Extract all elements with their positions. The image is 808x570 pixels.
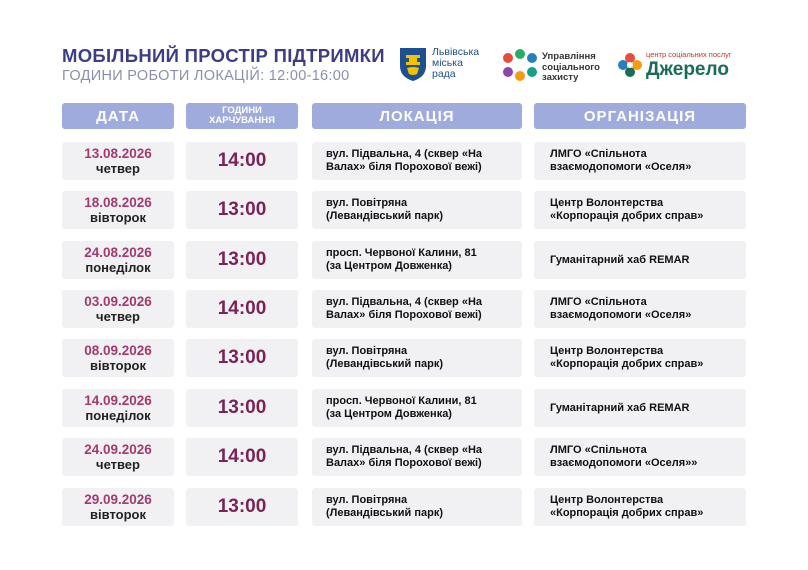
organization-cell: Центр Волонтерства «Корпорація добрих справ»: [534, 488, 746, 526]
location-cell: вул. Повітряна (Левандівський парк): [312, 339, 522, 377]
social-protection-logo-text: Управління соціального захисту: [542, 51, 600, 83]
organization-cell: ЛМГО «Спільнота взаємодопомоги «Оселя»»: [534, 438, 746, 476]
column-header-organization: ОРГАНІЗАЦІЯ: [534, 103, 746, 129]
organization-cell: Центр Волонтерства «Корпорація добрих справ»: [534, 191, 746, 229]
column-header-location: ЛОКАЦІЯ: [312, 103, 522, 129]
date-cell: [62, 191, 174, 229]
weekday-text: четвер: [96, 309, 140, 324]
organization-cell: Центр Волонтерства «Корпорація добрих справ»: [534, 339, 746, 377]
date-cell: [62, 241, 174, 279]
date-text: 03.09.2026: [84, 294, 152, 309]
meal-time-cell: 13:00: [186, 191, 298, 229]
page-title: МОБІЛЬНИЙ ПРОСТІР ПІДТРИМКИ: [62, 45, 385, 66]
location-cell: вул. Підвальна, 4 (сквер «На Валах» біля Порохової вежі): [312, 290, 522, 328]
weekday-text: вівторок: [90, 358, 146, 373]
weekday-text: четвер: [96, 161, 140, 176]
weekday-text: вівторок: [90, 210, 146, 225]
date-text: 18.08.2026: [84, 195, 152, 210]
lviv-council-logo-text: Львівська міська рада: [432, 46, 480, 80]
date-cell: [62, 290, 174, 328]
date-cell: [62, 339, 174, 377]
date-text: 29.09.2026: [84, 492, 152, 507]
location-cell: просп. Червоної Калини, 81 (за Центром Довженка): [312, 389, 522, 427]
social-protection-logo-icon: [500, 48, 540, 84]
location-cell: вул. Повітряна (Левандівський парк): [312, 488, 522, 526]
weekday-text: четвер: [96, 457, 140, 472]
weekday-text: понеділок: [85, 260, 151, 275]
location-cell: вул. Підвальна, 4 (сквер «На Валах» біля Порохової вежі): [312, 438, 522, 476]
meal-time-cell: 13:00: [186, 339, 298, 377]
lviv-coat-of-arms-icon: [398, 46, 428, 82]
location-cell: просп. Червоної Калини, 81 (за Центром Довженка): [312, 241, 522, 279]
organization-cell: Гуманітарний хаб REMAR: [534, 389, 746, 427]
date-cell: [62, 389, 174, 427]
date-text: 13.08.2026: [84, 146, 152, 161]
organization-cell: Гуманітарний хаб REMAR: [534, 241, 746, 279]
date-text: 14.09.2026: [84, 393, 152, 408]
organization-cell: ЛМГО «Спільнота взаємодопомоги «Оселя»: [534, 290, 746, 328]
meal-time-cell: 13:00: [186, 241, 298, 279]
page-subtitle: ГОДИНИ РОБОТИ ЛОКАЦІЙ: 12:00-16:00: [62, 68, 350, 84]
organization-cell: ЛМГО «Спільнота взаємодопомоги «Оселя»: [534, 142, 746, 180]
meal-time-cell: 13:00: [186, 389, 298, 427]
date-text: 24.09.2026: [84, 442, 152, 457]
location-cell: вул. Повітряна (Левандівський парк): [312, 191, 522, 229]
dzherelo-flower-icon: [617, 52, 643, 78]
date-cell: [62, 142, 174, 180]
date-cell: [62, 488, 174, 526]
dzherelo-logo-caption: центр соціальних послуг: [646, 50, 732, 59]
column-header-date: ДАТА: [62, 103, 174, 129]
date-text: 24.08.2026: [84, 245, 152, 260]
date-text: 08.09.2026: [84, 343, 152, 358]
weekday-text: понеділок: [85, 408, 151, 423]
meal-time-cell: 13:00: [186, 488, 298, 526]
dzherelo-logo-title: Джерело: [646, 59, 729, 80]
weekday-text: вівторок: [90, 507, 146, 522]
column-header-meal-hours: ГОДИНИ ХАРЧУВАННЯ: [186, 103, 298, 129]
meal-time-cell: 14:00: [186, 142, 298, 180]
meal-time-cell: 14:00: [186, 438, 298, 476]
meal-time-cell: 14:00: [186, 290, 298, 328]
date-cell: [62, 438, 174, 476]
location-cell: вул. Підвальна, 4 (сквер «На Валах» біля Порохової вежі): [312, 142, 522, 180]
